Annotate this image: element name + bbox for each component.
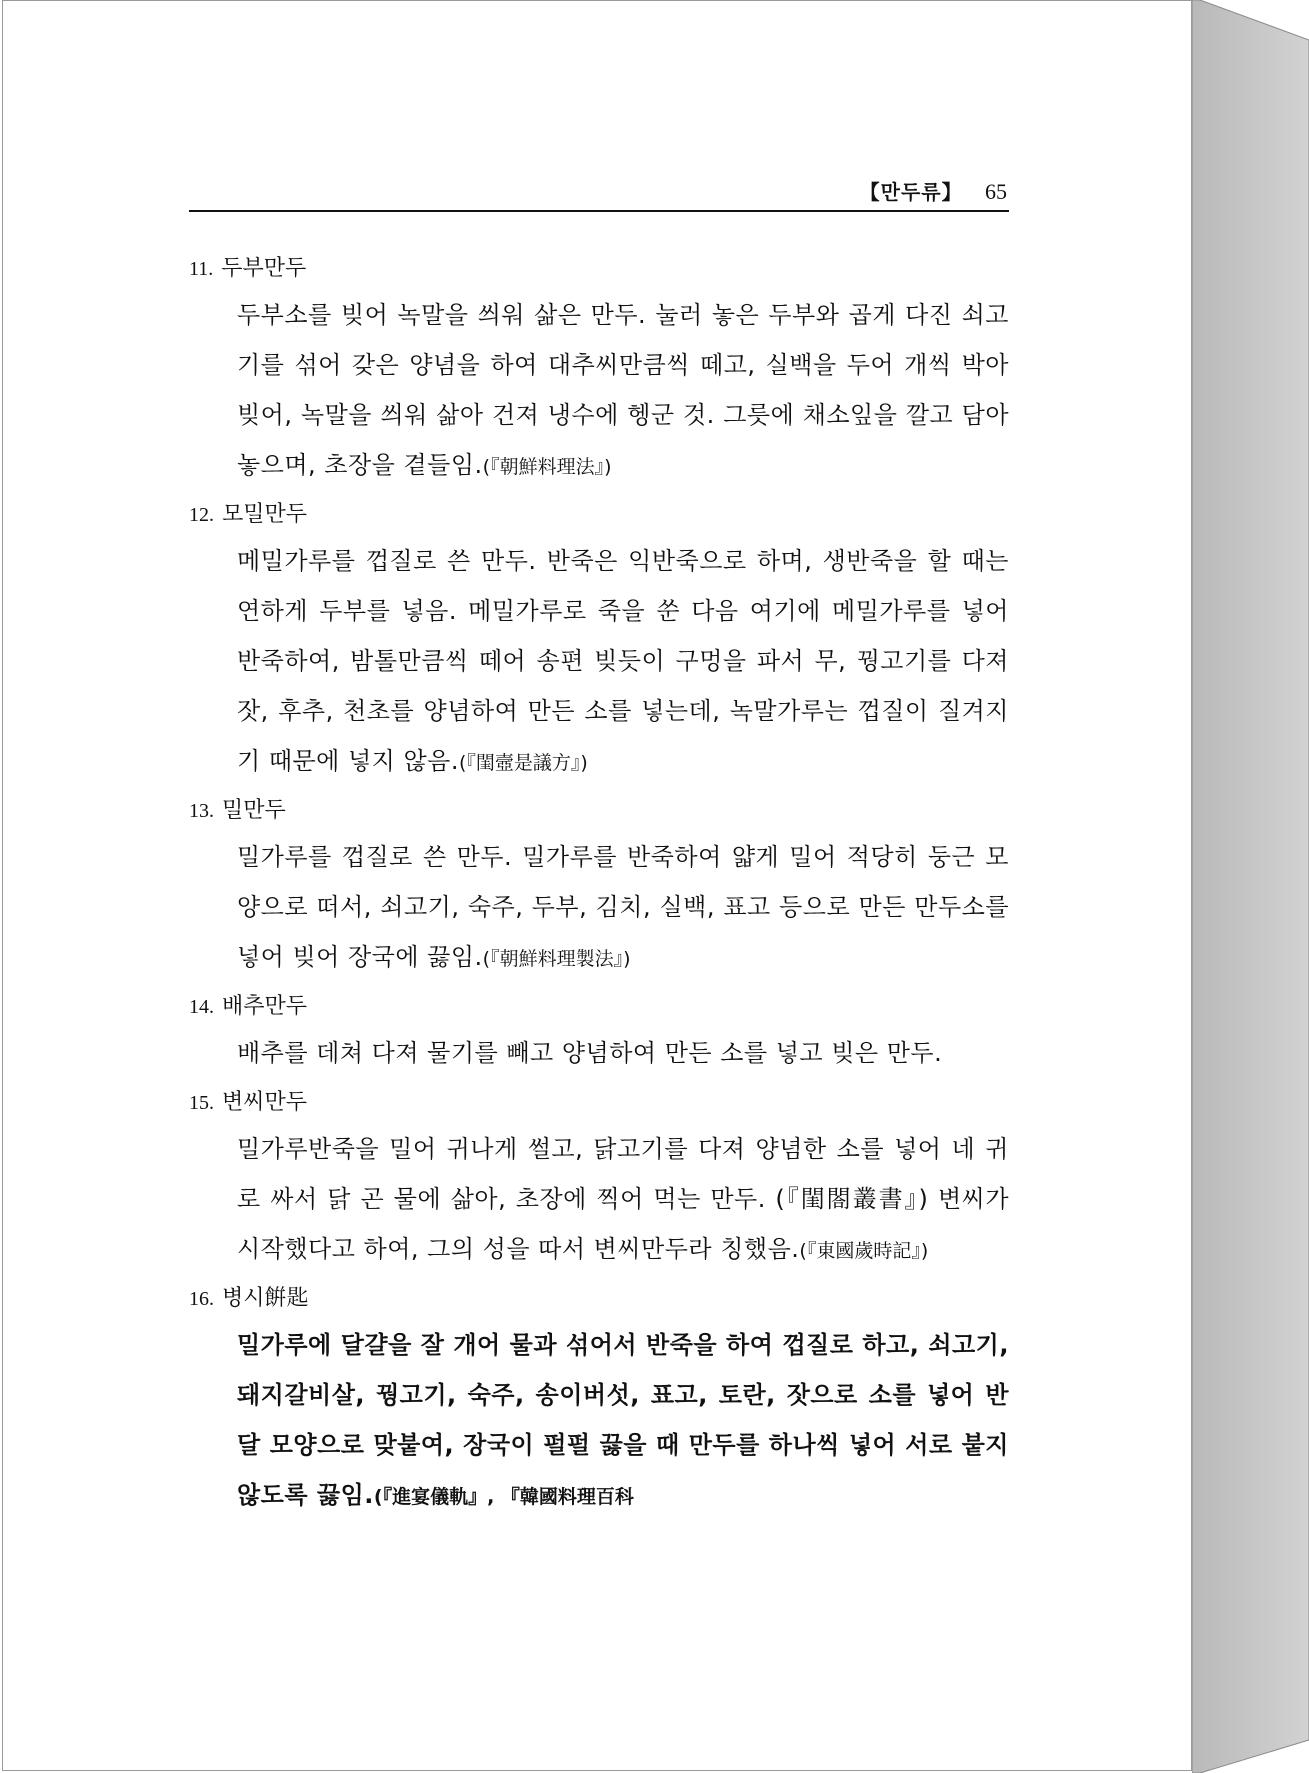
entry-number: 13. [189, 800, 214, 822]
entry-heading: 밀만두 [222, 798, 286, 823]
entry-list [189, 252, 1009, 1528]
entry-title [189, 990, 1009, 1024]
entry-number: 14. [189, 996, 214, 1018]
entry-number: 16. [189, 1288, 214, 1310]
entry-11 [189, 252, 1009, 492]
running-header [189, 176, 1009, 206]
entry-citation: (『閨壼是議方』) [459, 752, 588, 774]
entry-text: 두부소를 빚어 녹말을 씌워 삶은 만두. 눌러 놓은 두부와 곱게 다진 쇠고기를 섞어 갖은 양념을 하여 대추씨만큼씩 떼고, 실백을 두어 개씩 박아 빚어, 녹말을 씌워 삶아 건져 냉수에 헹군 것. 그릇에 채소잎을 깔고 담아 놓으며, 초장을 곁들임. [237, 301, 1009, 479]
entry-number: 11. [189, 258, 214, 280]
entry-title [189, 794, 1009, 828]
entry-body [237, 1320, 1009, 1522]
header-rule [189, 210, 1009, 212]
page-number: 65 [985, 179, 1007, 204]
entry-15 [189, 1086, 1009, 1276]
entry-heading: 배추만두 [222, 994, 308, 1019]
entry-title [189, 1086, 1009, 1120]
entry-number: 12. [189, 504, 214, 526]
entry-16 [189, 1282, 1009, 1522]
entry-13 [189, 794, 1009, 984]
entry-heading: 모밀만두 [222, 502, 308, 527]
entry-text: 밀가루에 달걀을 잘 개어 물과 섞어서 반죽을 하여 껍질로 하고, 쇠고기, 돼지갈비살, 꿩고기, 숙주, 송이버섯, 표고, 토란, 잣으로 소를 넣어 반달 모양으로 맞붙여, 장국이 펄펄 끓을 때 만두를 하나씩 넣어 서로 붙지 않도록 끓임. [237, 1331, 1009, 1509]
section-label: 【만두류】 [859, 180, 963, 204]
entry-citation: (『進宴儀軌』, 『韓國料理百科 [373, 1486, 634, 1508]
entry-text: 밀가루를 껍질로 쓴 만두. 밀가루를 반죽하여 얇게 밀어 적당히 둥근 모양으로 떠서, 쇠고기, 숙주, 두부, 김치, 실백, 표고 등으로 만든 만두소를 넣어 빚어 장국에 끓임. [237, 843, 1009, 971]
entry-12 [189, 498, 1009, 788]
entry-title [189, 498, 1009, 532]
entry-body [237, 536, 1009, 788]
entry-citation: (『朝鮮料理製法』) [482, 948, 631, 970]
entry-14 [189, 990, 1009, 1080]
entry-text: 메밀가루를 껍질로 쓴 만두. 반죽은 익반죽으로 하며, 생반죽을 할 때는 연하게 두부를 넣음. 메밀가루로 죽을 쑨 다음 여기에 메밀가루를 넣어 반죽하여, 밤톨만큼씩 떼어 송편 빚듯이 구멍을 파서 무, 꿩고기를 다져 잣, 후추, 천초를 양념하여 만든 소를 넣는데, 녹말가루는 껍질이 질겨지기 때문에 넣지 않음. [237, 547, 1009, 775]
entry-citation: (『東國歲時記』) [799, 1240, 929, 1262]
entry-number: 15. [189, 1092, 214, 1114]
entry-body [237, 832, 1009, 984]
entry-heading: 변씨만두 [222, 1090, 308, 1115]
entry-title [189, 252, 1009, 286]
entry-body [237, 1124, 1009, 1276]
book-thickness-edge [1192, 0, 1309, 1773]
entry-heading: 병시餠匙 [222, 1286, 309, 1311]
entry-body [237, 290, 1009, 492]
entry-citation: (『朝鮮料理法』) [482, 456, 612, 478]
entry-text: 밀가루반죽을 밀어 귀나게 썰고, 닭고기를 다져 양념한 소를 넣어 네 귀로 싸서 닭 곤 물에 삶아, 초장에 찍어 먹는 만두. (『閨閤叢書』) 변씨가 시작했다고 하여, 그의 성을 따서 변씨만두라 칭했음. [237, 1135, 1009, 1263]
entry-text: 배추를 데쳐 다져 물기를 빼고 양념하여 만든 소를 넣고 빚은 만두. [237, 1039, 943, 1067]
entry-title [189, 1282, 1009, 1316]
entry-heading: 두부만두 [221, 256, 307, 281]
entry-body [237, 1028, 1009, 1080]
